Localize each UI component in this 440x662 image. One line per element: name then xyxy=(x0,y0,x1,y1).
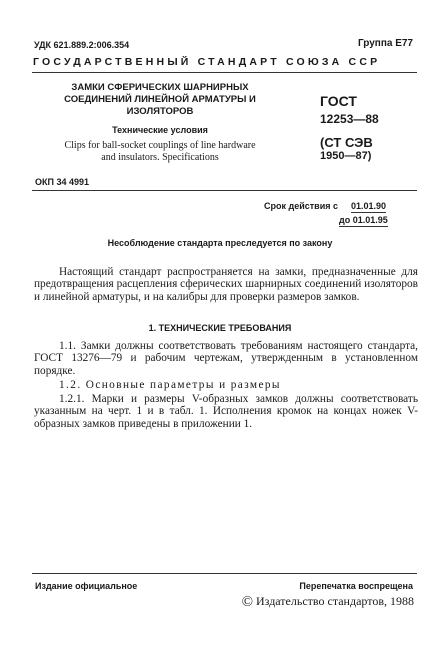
okp-code: ОКП 34 4991 xyxy=(35,177,89,187)
st-sev-line-2: 1950—87) xyxy=(320,150,372,162)
validity-from: 01.01.90 xyxy=(351,201,387,211)
english-title: Clips for ball-socket couplings of line hardware and insulators. Specifications xyxy=(64,140,256,163)
publisher-line xyxy=(242,594,414,611)
section-heading: 1. ТЕХНИЧЕСКИЕ ТРЕБОВАНИЯ xyxy=(148,323,292,333)
paragraph-1-2-1: 1.2.1. Марки и размеры V-образных замков должны соответствовать указанным на черт. 1 и в табл. 1. Исполнения кромок на концах ножек V-образных замков приведены в приложении 1. xyxy=(34,393,418,430)
st-sev-line-1: (СТ СЭВ xyxy=(320,135,373,150)
title-divider xyxy=(32,190,417,191)
paragraph-1-1: 1.1. Замки должны соответствовать требованиям настоящего стандарта, ГОСТ 13276—79 и рабочим чертежам, утвержденным в установленном порядке. xyxy=(34,340,418,377)
gost-label: ГОСТ xyxy=(320,93,357,109)
standard-banner: ГОСУДАРСТВЕННЫЙ СТАНДАРТ СОЮЗА ССР xyxy=(33,56,381,68)
group-code: Группа Е77 xyxy=(357,38,413,49)
reprint-notice: Перепечатка воспрещена xyxy=(299,581,413,591)
legal-warning: Несоблюдение стандарта преследуется по закону xyxy=(107,238,333,248)
validity-to: до 01.01.95 xyxy=(339,215,388,225)
validity-label: Срок действия с xyxy=(264,201,338,211)
document-subtitle: Технические условия xyxy=(112,125,208,135)
document-title: ЗАМКИ СФЕРИЧЕСКИХ ШАРНИРНЫХ СОЕДИНЕНИЙ ЛИНЕЙНОЙ АРМАТУРЫ И ИЗОЛЯТОРОВ xyxy=(64,82,256,117)
footer-divider xyxy=(32,573,417,574)
top-divider xyxy=(32,72,417,73)
udk-code: УДК 621.889.2:006.354 xyxy=(34,40,130,50)
publisher-text: Издательство стандартов, 1988 xyxy=(256,594,414,608)
paragraph-1-2: 1.2. Основные параметры и размеры xyxy=(59,379,281,391)
intro-paragraph: Настоящий стандарт распространяется на замки, предназначенные для предотвращения расцепления сферических шарнирных соединений изоляторов и линейной арматуры, и на калибры для проверки размеров замков. xyxy=(34,266,418,303)
copyright-icon: © xyxy=(241,594,253,610)
gost-number: 12253—88 xyxy=(320,112,379,126)
official-edition: Издание официальное xyxy=(35,581,138,591)
